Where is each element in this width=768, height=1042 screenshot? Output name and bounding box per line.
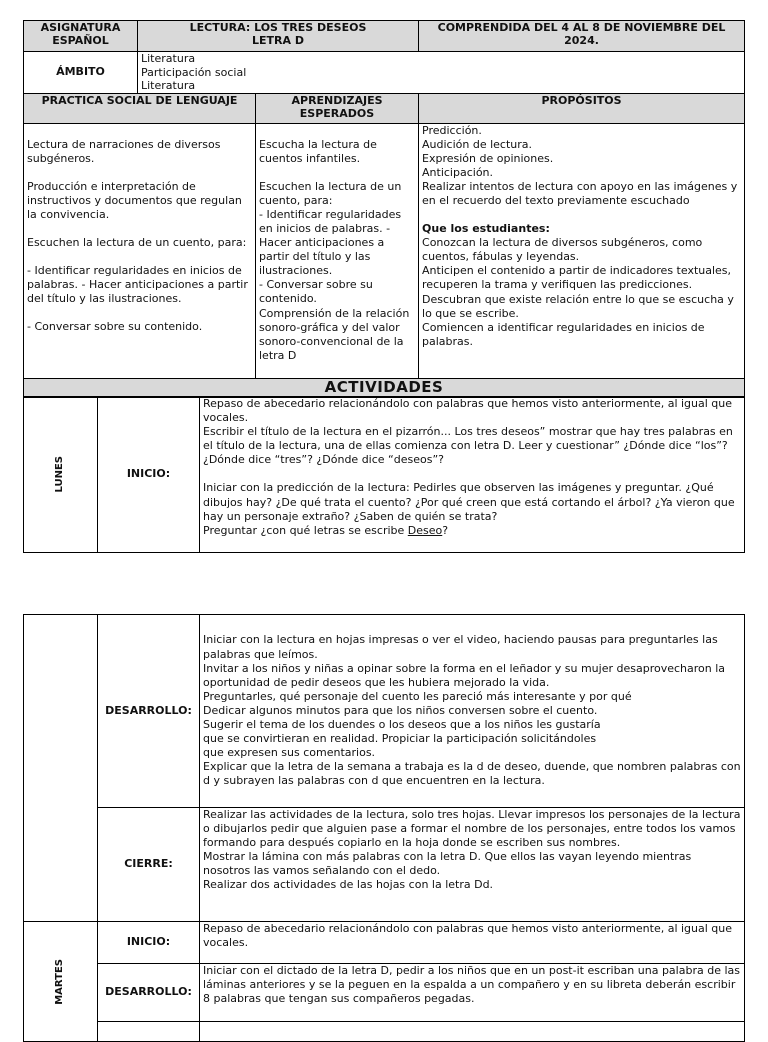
day-lunes-label: LUNES xyxy=(54,456,66,493)
practica-item: Escuchen la lectura de un cuento, para: xyxy=(27,235,247,249)
cierre-label: CIERRE: xyxy=(98,808,200,922)
practica-item: Lectura de narraciones de diversos subgéneros. xyxy=(27,137,221,165)
aprendizaje-item: Escuchen la lectura de un cuento, para: - Identificar regularidades en inicios de palabras. - Hacer anticipaciones a partir del título y las ilustraciones. - Conversar sobre su contenido. Comprensión de la relación sonoro-gráfica y del valor sonoro-convencional de la letra D xyxy=(259,179,410,362)
deseo-word: Deseo xyxy=(407,523,443,537)
day-martes-label: MARTES xyxy=(54,958,66,1005)
lunes-inicio-para: Repaso de abecedario relacionándolo con palabras que hemos visto anteriormente, al igual que vocales. Escribir el título de la lectura en el pizarrón... Los tres deseos” mostrar que hay tres palabras en el título de la lectura, una de ellas comienza con letra D. Leer y cuestionar” ¿Dónde dice “los”? ¿Dónde dice “tres”? ¿Dónde dice “deseos”? xyxy=(203,397,733,467)
asignatura-header: ASIGNATURA ESPAÑOL xyxy=(24,21,138,52)
practica-item: Producción e interpretación de instructivos y documentos que regulan la convivencia. xyxy=(27,179,242,221)
day-lunes-continued-cell xyxy=(24,615,98,922)
lunes-inicio-table xyxy=(23,396,745,553)
practica-cell xyxy=(24,123,256,378)
desarrollo-label: DESARROLLO: xyxy=(98,615,200,808)
activities-continuation-table xyxy=(23,614,745,1042)
martes-desarrollo-label: DESARROLLO: xyxy=(98,964,200,1022)
ambito-label: ÁMBITO xyxy=(24,52,138,94)
propositos-heading: Que los estudiantes: xyxy=(422,222,550,236)
day-lunes-cell xyxy=(24,397,98,553)
lunes-pregunta-text: Preguntar ¿con qué letras se escribe xyxy=(203,523,408,537)
inicio-label: INICIO: xyxy=(98,397,200,553)
practica-item: - Conversar sobre su contenido. xyxy=(27,320,203,334)
aprendizajes-cell xyxy=(256,123,419,378)
lunes-prediccion-para: Iniciar con la predicción de la lectura: Pedirles que observen las imágenes y preguntar. ¿Qué dibujos hay? ¿De qué trata el cuento? ¿Por qué creen que está cortando el árbol? ¿Ya vieron que hay un personaje extraño? ¿Saben de quién se trata? xyxy=(203,481,735,523)
martes-cierre-text xyxy=(200,1022,745,1042)
comprendida-header: COMPRENDIDA DEL 4 AL 8 DE NOVIEMBRE DEL 2024. xyxy=(419,21,745,52)
martes-inicio-label: INICIO: xyxy=(98,922,200,964)
planning-header-table xyxy=(23,20,745,398)
ambito-values: Literatura Participación social Literatura xyxy=(138,52,745,94)
aprendizajes-header: APRENDIZAJES ESPERADOS xyxy=(256,93,419,123)
martes-cierre-label xyxy=(98,1022,200,1042)
lunes-desarrollo-text: Iniciar con la lectura en hojas impresas o ver el video, haciendo pausas para preguntarles las palabras que leímos. Invitar a los niños y niñas a opinar sobre la forma en el leñador y su mujer desaprovecharon la oportunidad de pedir deseos que les hubiera mejorado la vida. Preguntarles, qué personaje del cuento les pareció más interesante y por qué Dedicar algunos minutos para que los niños conversen sobre el cuento. Sugerir el tema de los duendes o los deseos que a los niños les gustaría que se convirtieran en realidad. Propiciar la participación solicitándoles que expresen sus comentarios. Explicar que la letra de la semana a trabaja es la d de deseo, duende, que nombren palabras con d y subrayen las palabras con d que encuentren en la lectura. xyxy=(200,615,745,808)
lunes-pregunta-end: ? xyxy=(442,523,449,537)
martes-desarrollo-text: Iniciar con el dictado de la letra D, pedir a los niños que en un post-it escriban una palabra de las láminas anteriores y se la peguen en la espalda a un compañero y en su libreta deberán escribir 8 palabras que tengan sus compañeros pegadas. xyxy=(200,964,745,1022)
propositos-header: PROPÓSITOS xyxy=(419,93,745,123)
propositos-intro: Predicción. Audición de lectura. Expresión de opiniones. Anticipación. Realizar intentos de lectura con apoyo en las imágenes y en el recuerdo del texto previamente escuchado xyxy=(422,123,738,207)
lunes-inicio-text xyxy=(200,397,745,553)
martes-inicio-text: Repaso de abecedario relacionándolo con palabras que hemos visto anteriormente, al igual que vocales. xyxy=(200,922,745,964)
propositos-cell xyxy=(419,123,745,378)
practica-item: - Identificar regularidades en inicios de palabras. - Hacer anticipaciones a partir del título y las ilustraciones. xyxy=(27,264,248,306)
aprendizaje-item: Escucha la lectura de cuentos infantiles. xyxy=(259,137,377,165)
lunes-cierre-text: Realizar las actividades de la lectura, solo tres hojas. Llevar impresos los personajes de la lectura o dibujarlos pedir que alguien pase a formar el nombre de los personajes, entre todos los vamos formando para después copiarlo en la hoja donde se escriben sus nombres. Mostrar la lámina con más palabras con la letra D. Que ellos las vayan leyendo mientras nosotros las vamos señalando con el dedo. Realizar dos actividades de las hojas con la letra Dd. xyxy=(200,808,745,922)
actividades-title: ACTIVIDADES xyxy=(24,378,745,397)
practica-header: PRACTICA SOCIAL DE LENGUAJE xyxy=(24,93,256,123)
lectura-header: LECTURA: LOS TRES DESEOS LETRA D xyxy=(138,21,419,52)
lunes-pregunta-line xyxy=(203,524,741,538)
propositos-body: Conozcan la lectura de diversos subgéneros, como cuentos, fábulas y leyendas. Anticipen el contenido a partir de indicadores textuales, recuperen la trama y verifiquen las predicciones. Descubran que existe relación entre lo que se escucha y lo que se escribe. Comiencen a identificar regularidades en inicios de palabras. xyxy=(422,236,734,348)
